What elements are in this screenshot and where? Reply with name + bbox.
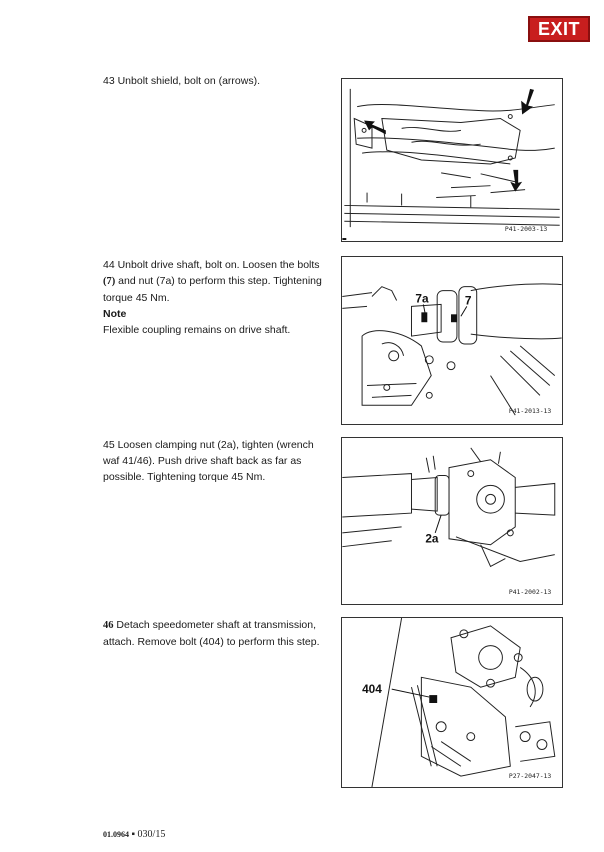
callout-7: 7 [464, 293, 472, 308]
step-44-line-1: 44 Unbolt drive shaft, bolt on. Loosen the bolts [103, 259, 320, 271]
callout-404: 404 [362, 682, 382, 697]
step-45-text [103, 437, 325, 485]
step-44-line-2 [103, 273, 325, 290]
figure-speedometer-shaft-illustration [342, 618, 562, 787]
step-44-line-2-rest: and nut (7a) to perform this step. Tightening [115, 275, 322, 287]
figure-clamping-nut [341, 437, 563, 605]
step-46-text [103, 617, 325, 650]
figure-shield [341, 78, 563, 242]
footer-document-code: 01.0964 [103, 830, 129, 839]
step-43-instruction: 43 Unbolt shield, bolt on (arrows). [103, 75, 260, 87]
figure-speedometer-shaft [341, 617, 563, 788]
step-44-line-3: torque 45 Nm. [103, 292, 170, 304]
figure-flex-coupling-caption: P41-2013-13 [508, 407, 552, 416]
page-footer [103, 829, 165, 840]
step-43-text [103, 73, 325, 89]
figure-speedometer-shaft-caption: P27-2047-13 [508, 772, 552, 781]
footer-page-number: 030/15 [137, 829, 166, 840]
step-46-instruction [103, 617, 325, 650]
callout-2a: 2a [425, 531, 439, 546]
footer-separator: ▪ [131, 829, 136, 840]
figure-shield-caption: P41-2003-13 [504, 225, 548, 234]
figure-clamping-nut-caption: P41-2002-13 [508, 588, 552, 597]
figure-clamping-nut-illustration [342, 438, 562, 604]
step-46-number: 46 [103, 620, 114, 631]
step-45-instruction: 45 Loosen clamping nut (2a), tighten (wrench waf 41/46). Push drive shaft back as far as possible. Tightening torque 45 Nm. [103, 439, 314, 483]
figure-flex-coupling-illustration [342, 257, 562, 424]
exit-button[interactable]: EXIT [528, 16, 590, 42]
step-44-text [103, 257, 325, 338]
step-44-bolt-ref: (7) [103, 276, 116, 287]
figure-flex-coupling [341, 256, 563, 425]
step-46-body: Detach speedometer shaft at transmission, attach. Remove bolt (404) to perform this step. [103, 619, 320, 648]
callout-7a: 7a [415, 291, 429, 306]
step-44-note-text: Flexible coupling remains on drive shaft. [103, 324, 291, 336]
step-44-note-title: Note [103, 308, 127, 320]
figure-shield-illustration [342, 79, 562, 241]
